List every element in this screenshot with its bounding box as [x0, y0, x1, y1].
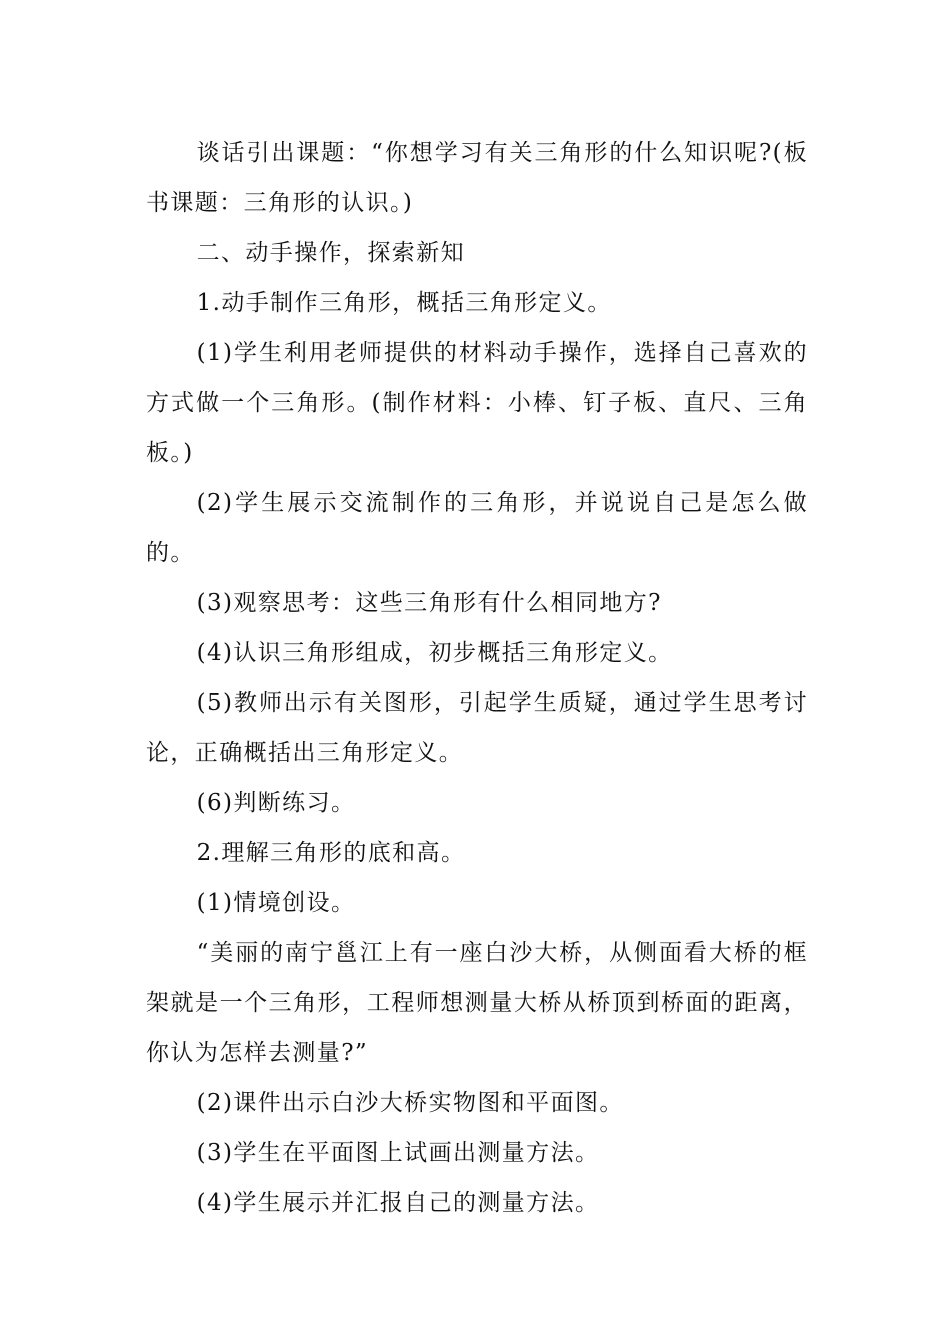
- paragraph-scenario-2: (2)课件出示白沙大桥实物图和平面图。: [196, 1090, 624, 1116]
- paragraph-step-4: (4)认识三角形组成，初步概括三角形定义。: [196, 640, 673, 666]
- paragraph-scenario-1: (1)情境创设。: [196, 890, 356, 916]
- document-body: [146, 128, 808, 1228]
- subheading-base-height: 2.理解三角形的底和高。: [196, 840, 466, 866]
- section-heading-hands-on: 二、动手操作，探索新知: [196, 240, 465, 266]
- subheading-make-triangle: 1.动手制作三角形，概括三角形定义。: [196, 290, 612, 316]
- paragraph-step-1: (1)学生利用老师提供的材料动手操作，选择自己喜欢的方式做一个三角形。(制作材料：小棒、钉子板、直尺、三角板。): [146, 340, 808, 466]
- paragraph-bridge-quote: “美丽的南宁邕江上有一座白沙大桥，从侧面看大桥的框架就是一个三角形，工程师想测量大桥从桥顶到桥面的距离，你认为怎样去测量?”: [146, 940, 808, 1066]
- paragraph-scenario-4: (4)学生展示并汇报自己的测量方法。: [196, 1190, 600, 1216]
- paragraph-step-6: (6)判断练习。: [196, 790, 356, 816]
- paragraph-scenario-3: (3)学生在平面图上试画出测量方法。: [196, 1140, 600, 1166]
- paragraph-step-3: (3)观察思考：这些三角形有什么相同地方?: [196, 590, 662, 616]
- paragraph-step-5: (5)教师出示有关图形，引起学生质疑，通过学生思考讨论，正确概括出三角形定义。: [146, 690, 808, 766]
- paragraph-step-2: (2)学生展示交流制作的三角形，并说说自己是怎么做的。: [146, 490, 808, 566]
- paragraph-intro-topic: 谈话引出课题：“你想学习有关三角形的什么知识呢?(板书课题：三角形的认识。): [146, 140, 808, 216]
